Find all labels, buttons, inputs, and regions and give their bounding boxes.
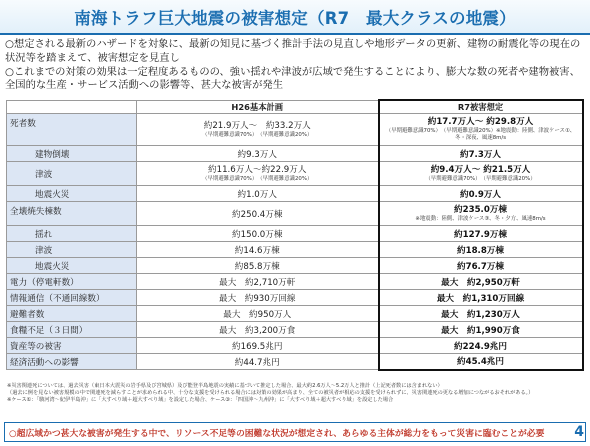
- h26-note: （早期避難意識70%） （早期避難意識20%）: [202, 175, 313, 182]
- row-label: 建物倒壊: [7, 146, 137, 162]
- h26-cell: [137, 114, 379, 146]
- table-row: [7, 162, 583, 186]
- h26-value: 最大 約2,710万軒: [137, 274, 379, 290]
- r7-value: 約0.9万人: [379, 186, 583, 202]
- row-label: 死者数: [7, 114, 137, 146]
- h26-note: （早期避難意識70%） （早期避難意識20%）: [202, 131, 313, 138]
- h26-value: 約85.8万棟: [137, 258, 379, 274]
- r7-note: （早期避難意識70%） （早期避難意識20%）※地震動：陸側、津波ケース①、冬・深夜、風速8m/s: [385, 128, 576, 141]
- table-row: [7, 274, 583, 290]
- row-label: 津波: [7, 242, 137, 258]
- row-label: 揺れ: [7, 226, 137, 242]
- h26-value: 最大 約930万回線: [137, 290, 379, 306]
- page-title: 南海トラフ巨大地震の被害想定（R7 最大クラスの地震）: [74, 8, 516, 28]
- intro-bullet-text: ○これまでの対策の効果は一定程度あるものの、強い揺れや津波が広域で発生することにより、膨大な数の死者や建物被害、全国的な生産・サービス活動への影響等、甚大な被害が発生: [5, 65, 580, 92]
- footnotes: [7, 383, 585, 405]
- comparison-table: [6, 99, 584, 371]
- r7-value: 最大 約1,230万人: [379, 306, 583, 322]
- table-row: [7, 354, 583, 370]
- r7-value: 最大 約2,950万軒: [379, 274, 583, 290]
- h26-value: 約1.0万人: [137, 186, 379, 202]
- h26-value: 最大 約3,200万食: [137, 322, 379, 338]
- r7-value: 約18.8万棟: [379, 242, 583, 258]
- r7-value: 約9.4万人～ 約21.5万人: [430, 164, 531, 175]
- row-label: 経済活動への影響: [7, 354, 137, 370]
- header-label: [7, 100, 137, 114]
- intro-bullet: [5, 66, 585, 94]
- bottom-message: ○超広域かつ甚大な被害が発生する中で、リソース不足等の困難な状況が想定され、あらゆる主体が総力をもって災害に臨むことが必要: [9, 428, 545, 439]
- intro-bullet: [5, 38, 585, 66]
- row-label: 避難者数: [7, 306, 137, 322]
- r7-note: （早期避難意識70%） （早期避難意識20%）: [425, 175, 536, 182]
- h26-value: 約169.5兆円: [137, 338, 379, 354]
- table-row: [7, 114, 583, 146]
- h26-value: 約11.6万人～約22.9万人: [208, 164, 307, 175]
- r7-value: 約45.4兆円: [379, 354, 583, 370]
- table-row: [7, 338, 583, 354]
- row-label: 電力（停電軒数）: [7, 274, 137, 290]
- r7-value: 約235.0万棟: [454, 204, 507, 215]
- r7-value: 約17.7万人～ 約29.8万人: [427, 117, 534, 128]
- page-number: 4: [574, 424, 584, 440]
- table-row: [7, 202, 583, 226]
- row-label: 食糧不足（３日間）: [7, 322, 137, 338]
- row-label: 全壊焼失棟数: [7, 202, 137, 226]
- footnote: （過去に例を見ない被害規模の中で関連死を減らすことが求められる中、十分な支援を受けられる場合には対策の効果が高まり、全ての被災者が相応の支援を受けられずに、災害関連死の更なる増加につながるおそれがある。）: [7, 390, 534, 397]
- r7-value: 最大 約1,310万回線: [379, 290, 583, 306]
- h26-value: 最大 約950万人: [137, 306, 379, 322]
- h26-value: 約21.9万人～ 約33.2万人: [203, 120, 311, 131]
- r7-value: 約76.7万棟: [379, 258, 583, 274]
- r7-cell: [379, 162, 583, 186]
- intro-bullet-text: ○想定される最新のハザードを対象に、最新の知見に基づく推計手法の見直しや地形データの更新、建物の耐震化等の現在の状況等を踏まえて、被害想定を見直し: [5, 38, 581, 64]
- h26-value: 約44.7兆円: [137, 354, 379, 370]
- r7-value: 約7.3万人: [379, 146, 583, 162]
- table-row: [7, 226, 583, 242]
- h26-value: 約14.6万棟: [137, 242, 379, 258]
- table-row: [7, 322, 583, 338]
- r7-note: ※地震動：陸側、津波ケース③、冬・夕方、風速8m/s: [415, 215, 546, 222]
- table-row: [7, 242, 583, 258]
- title-bar: [0, 0, 590, 35]
- r7-value: 約224.9兆円: [379, 338, 583, 354]
- header-h26: H26基本計画: [137, 100, 379, 114]
- h26-cell: [137, 162, 379, 186]
- header-r7: R7被害想定: [379, 100, 583, 114]
- table-row: [7, 186, 583, 202]
- bottom-message-box: [4, 422, 586, 442]
- intro-text: [5, 38, 585, 93]
- table-row: [7, 258, 583, 274]
- h26-value: 約9.3万人: [137, 146, 379, 162]
- r7-value: 最大 約1,990万食: [379, 322, 583, 338]
- row-label: 資産等の被害: [7, 338, 137, 354]
- h26-value: 約250.4万棟: [137, 202, 379, 226]
- row-label: 地震火災: [7, 258, 137, 274]
- row-label: 情報通信（不通回線数）: [7, 290, 137, 306]
- r7-cell: [379, 202, 583, 226]
- r7-value: 約127.9万棟: [379, 226, 583, 242]
- table-header-row: [7, 100, 583, 114]
- table-row: [7, 146, 583, 162]
- r7-cell: [379, 114, 583, 146]
- footnote: ※ケース①：「駿河湾～紀伊半島沖」に「大すべり域＋超大すべり域」を設定した場合、ケース③：「四国沖～九州沖」に「大すべり域＋超大すべり域」を設定した場合: [7, 397, 394, 404]
- comparison-table-wrap: [6, 99, 582, 371]
- h26-value: 約150.0万棟: [137, 226, 379, 242]
- table-row: [7, 306, 583, 322]
- row-label: 津波: [7, 162, 137, 186]
- table-row: [7, 290, 583, 306]
- row-label: 地震火災: [7, 186, 137, 202]
- footnote: ※災害関連死については、過去災害（東日本大震災の岩手県及び宮城県）及び能登半島地震の実績に基づいて推定した場合、最大約2.6万人～5.2万人と推計（上記死者数には含まれない）: [7, 383, 443, 389]
